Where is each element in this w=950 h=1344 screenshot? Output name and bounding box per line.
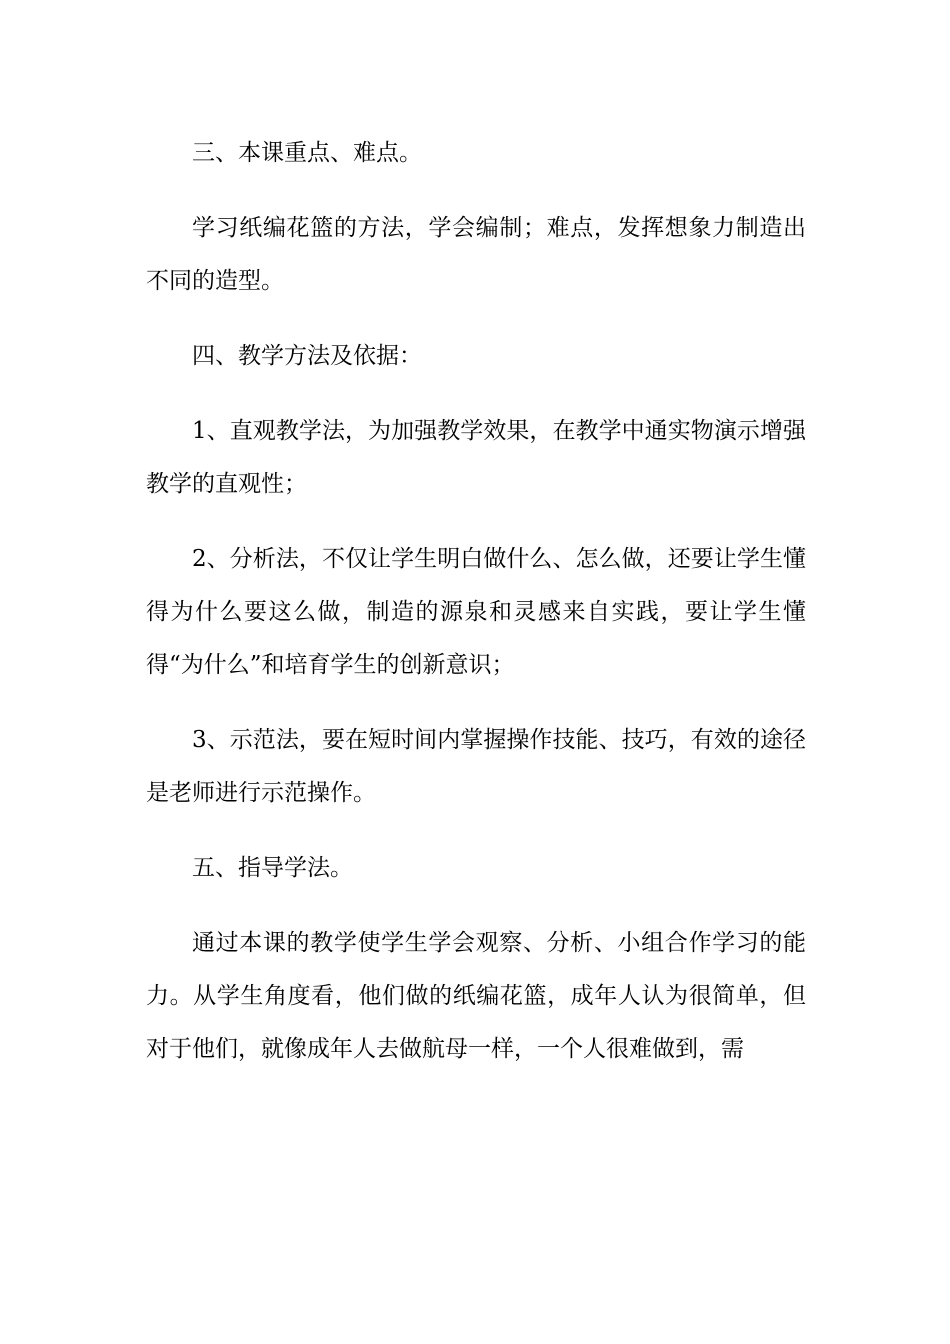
document-body [146,127,806,1098]
paragraph-method-1: 1、直观教学法，为加强教学效果，在教学中通实物演示增强教学的直观性； [146,418,806,497]
paragraph-method-2: 2、分析法，不仅让学生明白做什么、怎么做，还要让学生懂得为什么要这么做，制造的源泉和灵感来自实践，要让学生懂得“为什么”和培育学生的创新意识； [146,546,806,678]
section-heading-teaching-methods: 四、教学方法及依据： [192,343,422,369]
paragraph-key-points: 学习纸编花篮的方法，学会编制；难点，发挥想象力制造出不同的造型。 [146,215,806,294]
paragraph-method-3: 3、示范法，要在短时间内掌握操作技能、技巧，有效的途径是老师进行示范操作。 [146,727,806,806]
paragraph-learning-guidance: 通过本课的教学使学生学会观察、分析、小组合作学习的能力。从学生角度看，他们做的纸编花篮，成年人认为很简单，但对于他们，就像成年人去做航母一样，一个人很难做到，需 [146,930,806,1062]
section-heading-key-points: 三、本课重点、难点。 [192,140,422,166]
section-heading-learning-guidance: 五、指导学法。 [192,855,353,881]
